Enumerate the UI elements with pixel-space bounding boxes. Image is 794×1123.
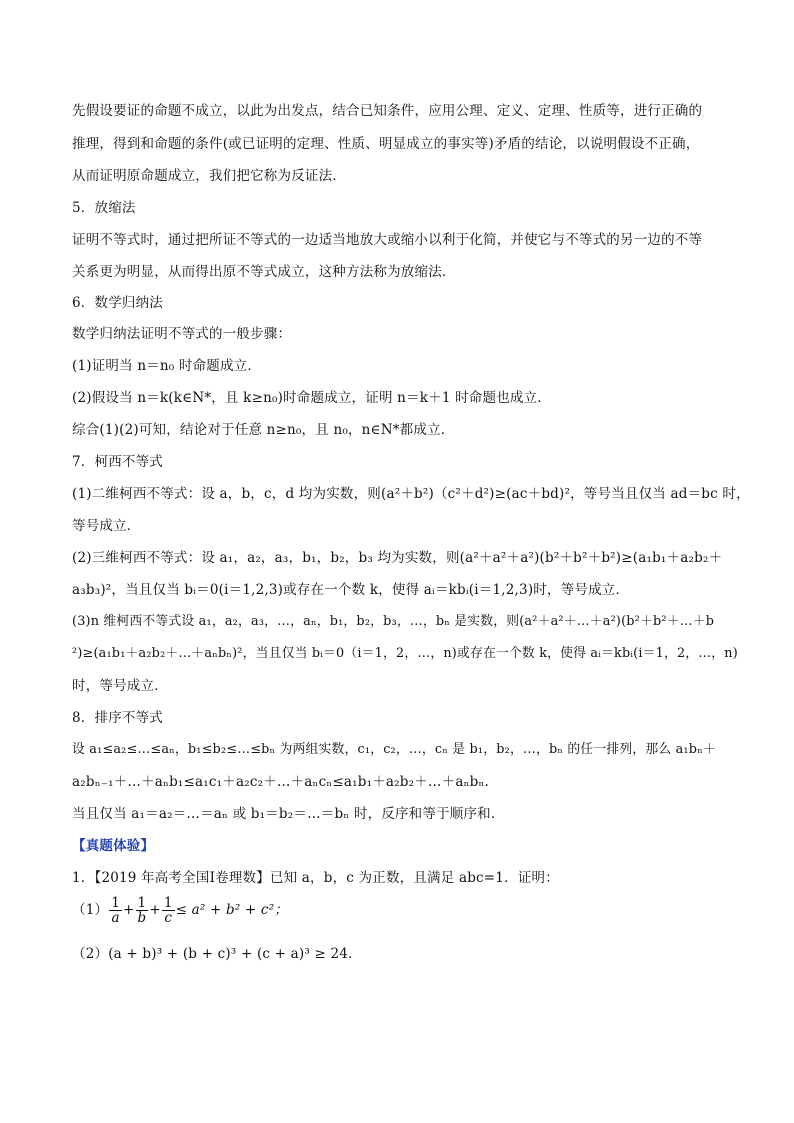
scaling-heading: 5．放缩法 — [72, 200, 136, 216]
induction-step-1: (1)证明当 n＝n₀ 时命题成立． — [72, 358, 262, 374]
cauchy-3d-line-2: a₃b₃)²，当且仅当 bᵢ＝0(i＝1,2,3)或存在一个数 k，使得 aᵢ＝kbᵢ(i＝1,2,3)时，等号成立． — [72, 582, 630, 598]
question-1-intro: 1．【2019 年高考全国Ⅰ卷理数】已知 a，b，c 为正数，且满足 abc=1．证明： — [72, 870, 559, 886]
scaling-line-2: 关系更为明显，从而得出原不等式成立，这种方法称为放缩法． — [72, 264, 456, 280]
part-1-inequality: ≤ a² + b² + c²； — [175, 902, 289, 918]
induction-heading: 6．数学归纳法 — [72, 295, 163, 311]
cauchy-nd-line-1: (3)n 维柯西不等式设 a₁，a₂，a₃，…，aₙ，b₁，b₂，b₃，…，bₙ 是实数，则(a²＋a²＋…＋a²)(b²＋b²＋…＋b — [72, 614, 715, 629]
contradiction-line-2: 推理，得到和命题的条件(或已证明的定理、性质、明显成立的事实等)矛盾的结论，以说明假设不正确， — [72, 136, 700, 152]
scaling-line-1: 证明不等式时，通过把所证不等式的一边适当地放大或缩小以利于化简，并使它与不等式的另一边的不等 — [72, 232, 703, 248]
fraction-numerator: 1 — [163, 895, 173, 911]
rearrangement-line-2: a₂bₙ₋₁＋…＋aₙb₁≤a₁c₁＋a₂c₂＋…＋aₙcₙ≤a₁b₁＋a₂b₂＋…＋aₙbₙ. — [72, 774, 489, 790]
part-1-label: （1） — [72, 902, 109, 918]
induction-conclusion: 综合(1)(2)可知，结论对于任意 n≥n₀，且 n₀，n∈N*都成立． — [72, 422, 455, 438]
practice-heading: 【真题体验】 — [72, 838, 155, 854]
question-1-part-1: （1） $\frac{1}{a}$ + $\frac{1}{b}$ + $\frac{1}{c}$ ≤ a² + b² + c²； — [72, 895, 289, 926]
cauchy-2d-line-2: 等号成立． — [72, 518, 141, 534]
cauchy-nd-line-2: ²)≥(a₁b₁＋a₂b₂＋…＋aₙbₙ)²，当且仅当 bᵢ＝0（i＝1，2，…，n)或存在一个数 k，使得 aᵢ＝kbᵢ(i＝1，2，…，n) — [72, 646, 738, 661]
cauchy-2d-line-1: (1)二维柯西不等式：设 a，b，c，d 均为实数，则(a²＋b²)（c²＋d²)≥(ac＋bd)²，等号当且仅当 ad＝bc 时， — [72, 486, 750, 502]
induction-intro: 数学归纳法证明不等式的一般步骤： — [72, 326, 292, 342]
cauchy-heading: 7．柯西不等式 — [72, 454, 163, 470]
fraction-denominator: a — [111, 910, 120, 926]
fraction-numerator: 1 — [137, 895, 147, 911]
rearrangement-heading: 8．排序不等式 — [72, 710, 163, 726]
induction-step-2: (2)假设当 n＝k(k∈N*，且 k≥n₀)时命题成立，证明 n＝k＋1 时命题也成立． — [72, 390, 551, 406]
contradiction-line-1: 先假设要证的命题不成立，以此为出发点，结合已知条件，应用公理、定义、定理、性质等，进行正确的 — [72, 103, 703, 119]
fraction-1-over-b — [136, 896, 149, 925]
cauchy-3d-line-1: (2)三维柯西不等式：设 a₁，a₂，a₃，b₁，b₂，b₃ 均为实数，则(a²＋a²＋a²)(b²＋b²＋b²)≥(a₁b₁＋a₂b₂＋ — [72, 550, 723, 566]
fraction-denominator: c — [164, 910, 173, 926]
contradiction-line-3: 从而证明原命题成立，我们把它称为反证法． — [72, 168, 346, 184]
rearrangement-line-1: 设 a₁≤a₂≤…≤aₙ，b₁≤b₂≤…≤bₙ 为两组实数，c₁，c₂，…，cₙ 是 b₁，b₂，…，bₙ 的任一排列，那么 a₁bₙ＋ — [72, 742, 716, 757]
fraction-1-over-a — [109, 896, 122, 925]
fraction-1-over-c — [162, 896, 175, 925]
fraction-denominator: b — [137, 910, 147, 926]
rearrangement-line-3: 当且仅当 a₁＝a₂＝…＝aₙ 或 b₁＝b₂＝…＝bₙ 时，反序和等于顺序和． — [72, 806, 505, 822]
cauchy-nd-line-3: 时，等号成立． — [72, 678, 168, 694]
question-1-part-2: （2）(a + b)³ + (b + c)³ + (c + a)³ ≥ 24． — [72, 946, 362, 962]
fraction-numerator: 1 — [111, 895, 120, 911]
